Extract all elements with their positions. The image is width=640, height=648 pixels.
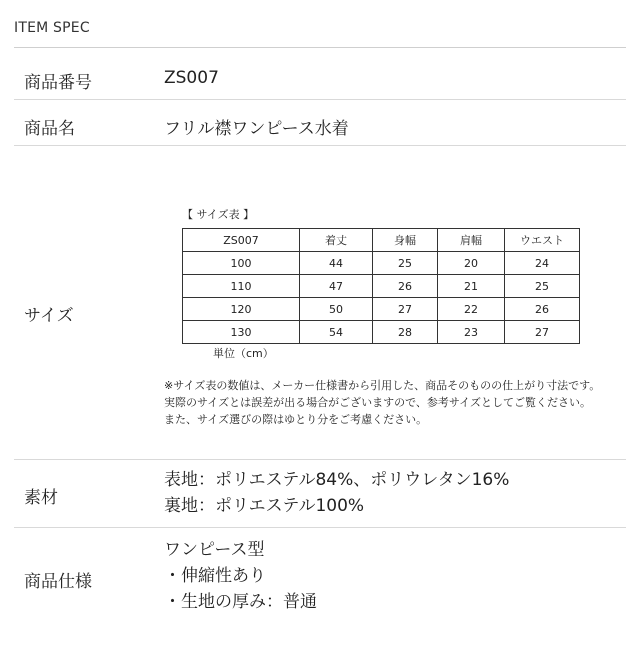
table-row [183,321,580,344]
size-note-line: 実際のサイズとは誤差が出る場合がございますので、参考サイズとしてご覧ください。 [164,396,592,409]
spec-detail-line: ・伸縮性あり [164,566,266,586]
table-cell: 120 [183,298,300,321]
table-cell: 44 [300,252,373,275]
row-divider [14,145,626,146]
size-unit-note: 単位（cm） [213,347,274,360]
column-header: 身幅 [373,229,438,252]
material-label: 素材 [24,488,58,508]
table-cell: 50 [300,298,373,321]
spec-detail-line: ワンピース型 [164,540,265,560]
table-cell: 28 [373,321,438,344]
table-cell: 26 [373,275,438,298]
table-cell: 23 [438,321,505,344]
spec-detail-value [164,537,317,615]
product-number-value: ZS007 [164,68,219,88]
size-notes [164,377,600,428]
table-cell: 27 [505,321,580,344]
table-row [183,275,580,298]
column-header: 肩幅 [438,229,505,252]
product-number-label: 商品番号 [24,73,92,93]
size-table [182,228,580,344]
material-value [164,467,509,519]
table-cell: 25 [373,252,438,275]
product-name-value: フリル襟ワンピース水着 [164,119,349,139]
column-header: 着丈 [300,229,373,252]
row-divider [14,99,626,100]
row-divider [14,459,626,460]
table-cell: 20 [438,252,505,275]
table-cell: 25 [505,275,580,298]
table-cell: 110 [183,275,300,298]
size-label: サイズ [24,306,74,326]
table-cell: 26 [505,298,580,321]
product-name-label: 商品名 [24,119,75,139]
size-note-line: ※サイズ表の数値は、メーカー仕様書から引用した、商品そのものの仕上がり寸法です。 [164,379,601,392]
size-chart-title: 【 サイズ表 】 [182,208,255,221]
size-table-header-row [183,229,580,252]
table-cell: 27 [373,298,438,321]
header-divider [14,47,626,48]
table-cell: 22 [438,298,505,321]
spec-detail-label: 商品仕様 [24,572,92,592]
column-header: ウエスト [505,229,580,252]
table-cell: 24 [505,252,580,275]
size-note-line: また、サイズ選びの際はゆとり分をご考慮ください。 [164,413,428,426]
table-cell: 54 [300,321,373,344]
table-row [183,298,580,321]
row-divider [14,527,626,528]
table-row [183,252,580,275]
size-chart [182,206,580,344]
table-cell: 47 [300,275,373,298]
section-header: ITEM SPEC [14,20,90,36]
table-cell: 21 [438,275,505,298]
table-cell: 100 [183,252,300,275]
spec-detail-line: ・生地の厚み：普通 [164,592,317,612]
material-line: 裏地：ポリエステル100% [164,496,365,516]
material-line: 表地：ポリエステル84%、ポリウレタン16% [164,470,510,490]
column-header: ZS007 [183,229,300,252]
table-cell: 130 [183,321,300,344]
